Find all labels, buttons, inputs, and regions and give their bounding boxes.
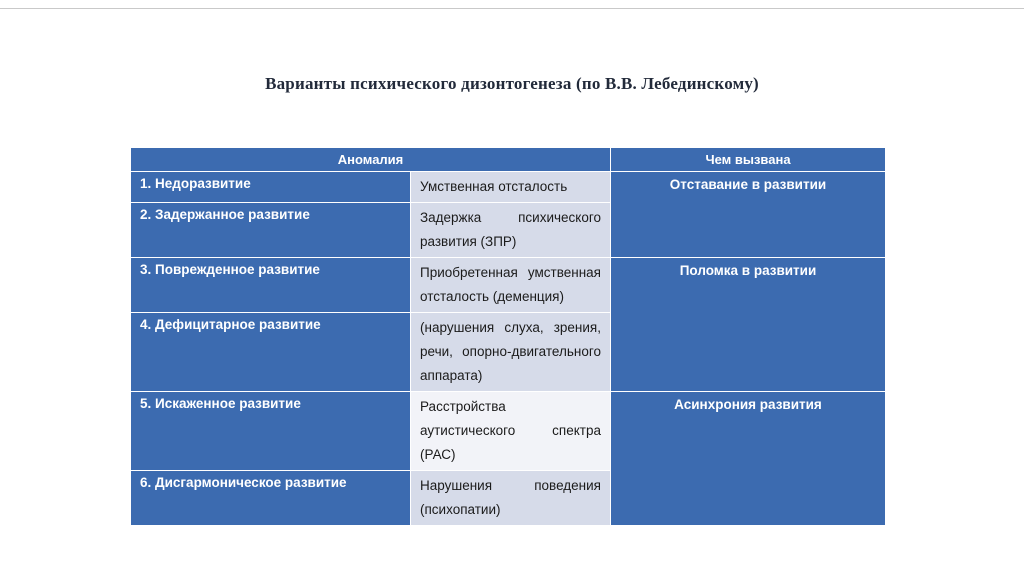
table-row xyxy=(131,172,886,203)
manifestation-cell: Расстройства аутистического спектра (РАС) xyxy=(411,392,611,471)
manifestation-cell: Умственная отсталость xyxy=(411,172,611,203)
cause-cell: Отставание в развитии xyxy=(611,172,886,258)
type-cell: 6. Дисгармоническое развитие xyxy=(131,471,411,526)
cause-cell: Асинхрония развития xyxy=(611,392,886,526)
dysontogenesis-table xyxy=(130,147,886,526)
manifestation-cell: Нарушения поведения (психопатии) xyxy=(411,471,611,526)
table-header-row xyxy=(131,148,886,172)
slide-title: Варианты психического дизонтогенеза (по В.В. Лебединскому) xyxy=(265,74,759,93)
header-anomaly: Аномалия xyxy=(131,148,611,172)
type-cell: 3. Поврежденное развитие xyxy=(131,258,411,313)
type-cell: 4. Дефицитарное развитие xyxy=(131,313,411,392)
manifestation-cell: Задержка психического развития (ЗПР) xyxy=(411,203,611,258)
cause-cell: Поломка в развитии xyxy=(611,258,886,392)
type-cell: 2. Задержанное развитие xyxy=(131,203,411,258)
table-row xyxy=(131,392,886,471)
type-cell: 5. Искаженное развитие xyxy=(131,392,411,471)
table-row xyxy=(131,258,886,313)
type-cell: 1. Недоразвитие xyxy=(131,172,411,203)
header-cause: Чем вызвана xyxy=(611,148,886,172)
manifestation-cell: Приобретенная умственная отсталость (деменция) xyxy=(411,258,611,313)
manifestation-cell: (нарушения слуха, зрения, речи, опорно-двигательного аппарата) xyxy=(411,313,611,392)
slide-top-border xyxy=(0,8,1024,9)
